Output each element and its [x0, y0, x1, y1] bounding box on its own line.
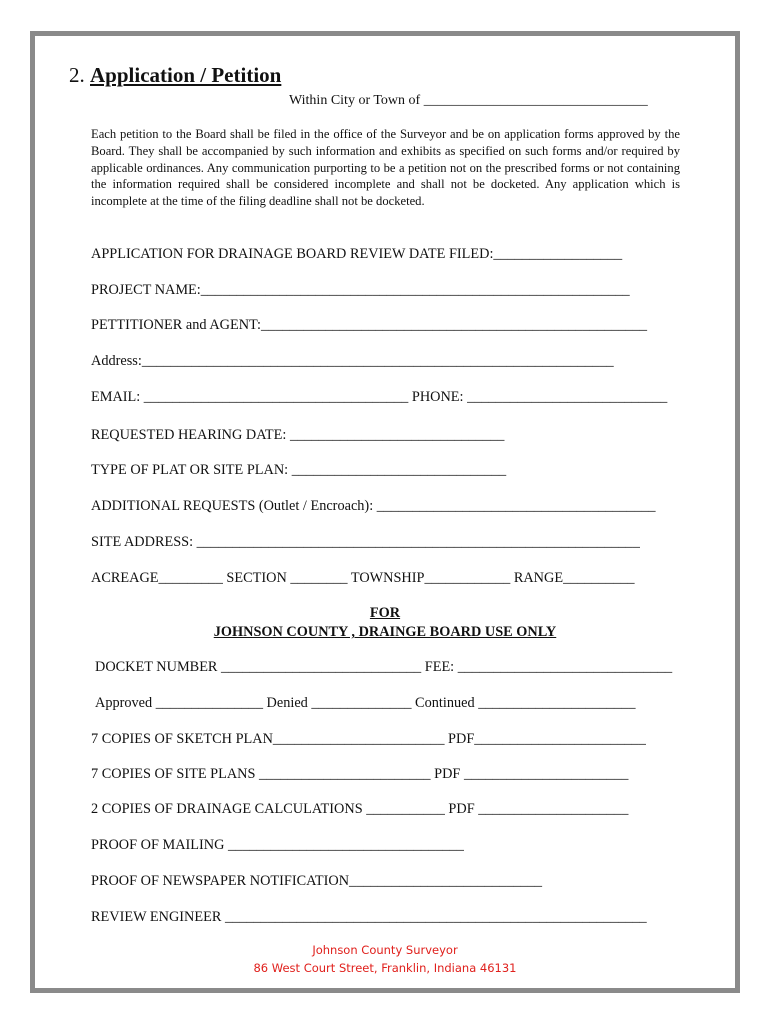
acreage-section-field[interactable]: ACREAGE_________ SECTION ________ TOWNSHIP____________ RANGE__________ [91, 570, 635, 586]
project-name-field[interactable]: PROJECT NAME:____________________________________________________________ [91, 282, 630, 298]
plat-type-field[interactable]: TYPE OF PLAT OR SITE PLAN: ______________________________ [91, 462, 507, 478]
instructions-paragraph: Each petition to the Board shall be filed in the office of the Surveyor and be on application forms approved by the Board. They shall be accompanied by such information and exhibits as specified on such forms and/or required by applicable ordinances. Any communication purporting to be a petition not on the prescribed forms or not containing the information required shall be considered incomplete and shall not be docketed. Any application which is incomplete at the time of the filing deadline shall not be docketed. [91, 127, 680, 209]
address-field[interactable]: Address:__________________________________________________________________ [91, 353, 614, 369]
proof-mailing-field[interactable]: PROOF OF MAILING _________________________________ [91, 837, 464, 853]
proof-newspaper-field[interactable]: PROOF OF NEWSPAPER NOTIFICATION___________________________ [91, 873, 543, 889]
hearing-date-field[interactable]: REQUESTED HEARING DATE: ______________________________ [91, 427, 505, 443]
city-town-field[interactable]: Within City or Town of ________________________________ [289, 93, 648, 108]
petitioner-field[interactable]: PETTITIONER and AGENT:______________________________________________________ [91, 317, 648, 333]
footer-address: 86 West Court Street, Franklin, Indiana 46131 [253, 961, 517, 975]
section-number: 2. [69, 63, 85, 87]
section-title-text: Application / Petition [90, 63, 282, 87]
site-address-field[interactable]: SITE ADDRESS: ______________________________________________________________ [91, 534, 640, 550]
section-title [69, 63, 281, 88]
date-filed-field[interactable]: APPLICATION FOR DRAINAGE BOARD REVIEW DATE FILED:__________________ [91, 246, 623, 262]
additional-requests-field[interactable]: ADDITIONAL REQUESTS (Outlet / Encroach): _______________________________________ [91, 498, 656, 514]
review-engineer-field[interactable]: REVIEW ENGINEER ___________________________________________________________ [91, 909, 647, 925]
approval-status-field[interactable]: Approved _______________ Denied ______________ Continued ______________________ [95, 695, 636, 711]
footer-office: Johnson County Surveyor [312, 943, 458, 957]
drainage-calc-field[interactable]: 2 COPIES OF DRAINAGE CALCULATIONS ___________ PDF _____________________ [91, 801, 629, 817]
site-plans-field[interactable]: 7 COPIES OF SITE PLANS ________________________ PDF _______________________ [91, 766, 629, 782]
email-phone-field[interactable]: EMAIL: _____________________________________ PHONE: ____________________________ [91, 389, 668, 405]
board-heading-for: FOR [369, 605, 401, 621]
docket-fee-field[interactable]: DOCKET NUMBER ____________________________ FEE: ______________________________ [95, 659, 673, 675]
sketch-plan-field[interactable]: 7 COPIES OF SKETCH PLAN________________________ PDF________________________ [91, 731, 646, 747]
board-heading: JOHNSON COUNTY , DRAINGE BOARD USE ONLY [213, 624, 557, 640]
